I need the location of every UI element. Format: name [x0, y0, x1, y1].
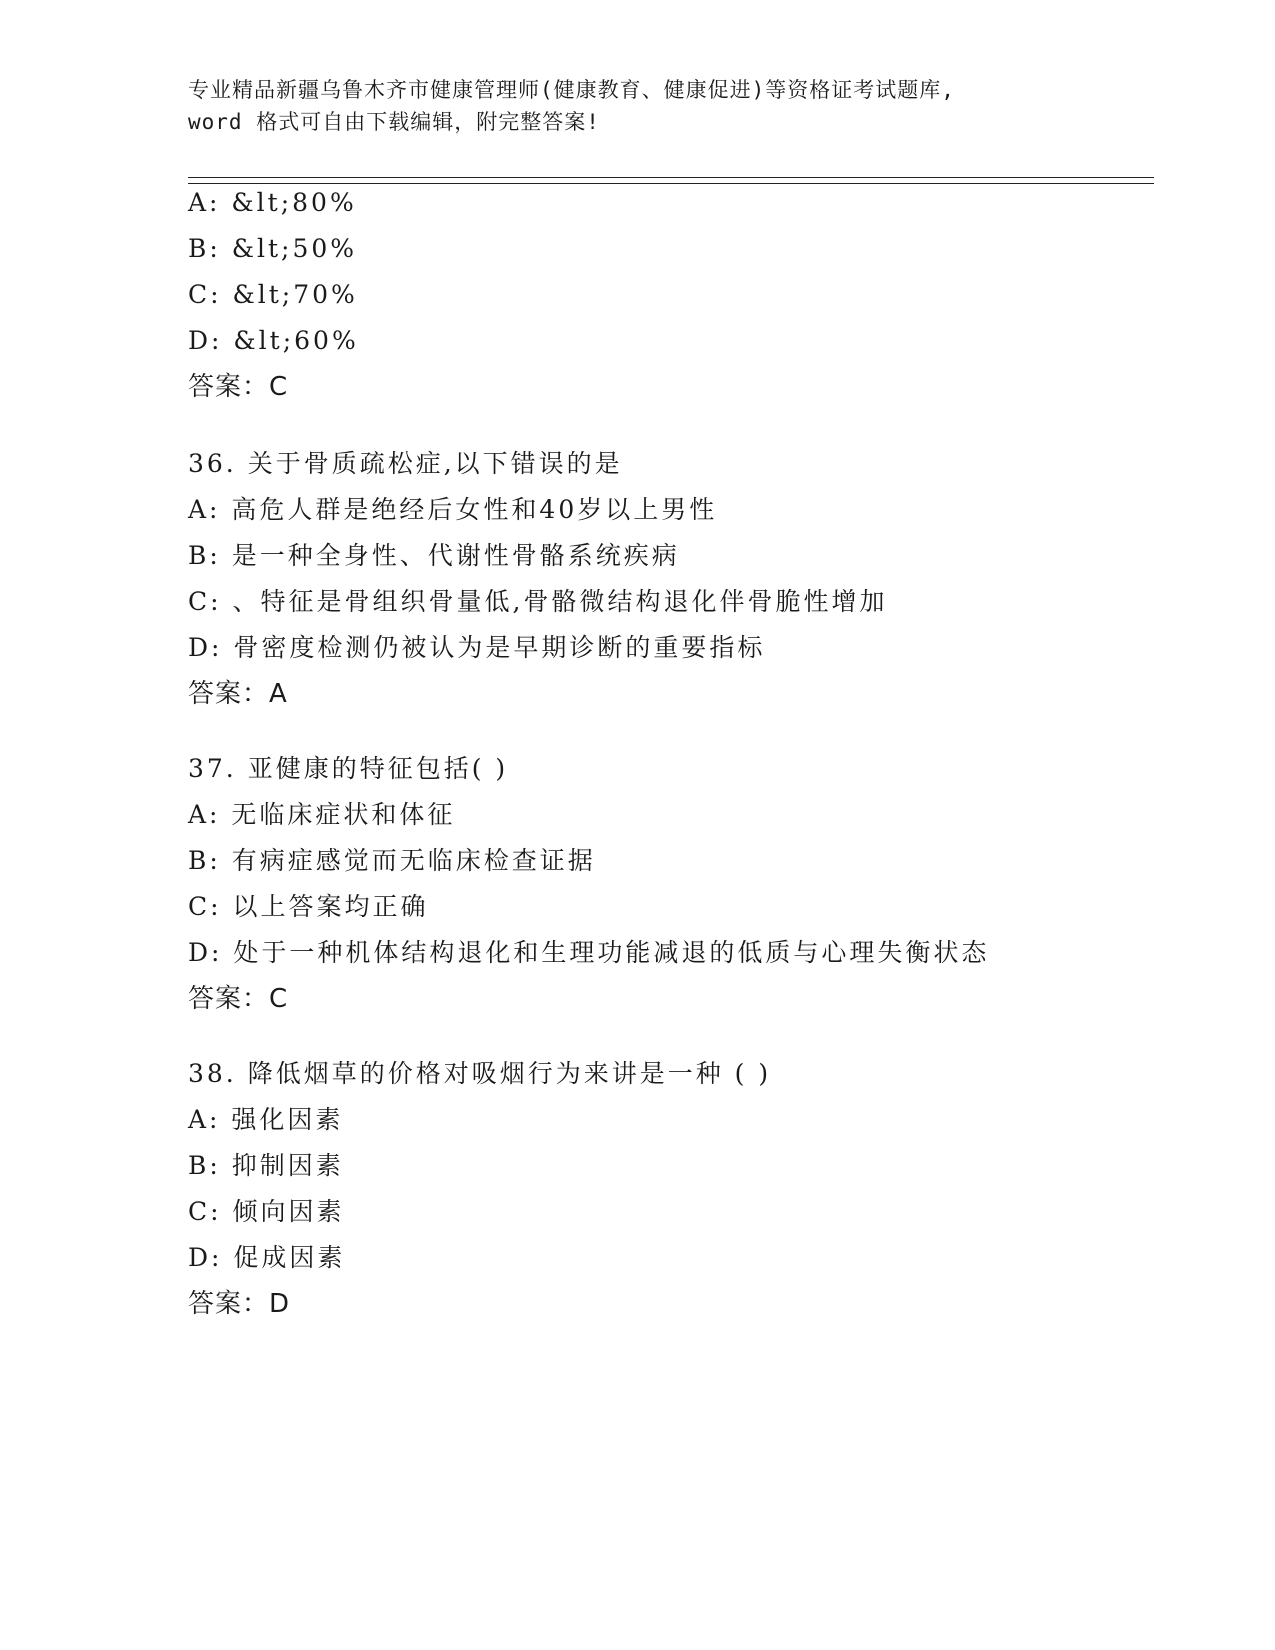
question-title: 38. 降低烟草的价格对吸烟行为来讲是一种 ( ) [188, 1059, 772, 1088]
option-b: B: 抑制因素 [188, 1151, 344, 1180]
option-c: C: &lt;70% [188, 280, 358, 309]
option-d: D: 促成因素 [188, 1243, 346, 1272]
option-b: B: &lt;50% [188, 234, 358, 263]
option-a: A: 高危人群是绝经后女性和40岁以上男性 [188, 495, 718, 524]
option-a: A: &lt;80% [188, 188, 357, 217]
question-36 [188, 441, 1188, 717]
answer: 答案：C [188, 984, 289, 1014]
question-37 [188, 746, 1188, 1022]
option-b: B: 有病症感觉而无临床检查证据 [188, 846, 596, 875]
option-a: A: 强化因素 [188, 1105, 344, 1134]
option-c: C: 以上答案均正确 [188, 892, 429, 921]
answer: 答案：A [188, 679, 288, 709]
option-b: B: 是一种全身性、代谢性骨骼系统疾病 [188, 541, 680, 570]
question-title: 36. 关于骨质疏松症,以下错误的是 [188, 449, 623, 478]
question-38 [188, 1051, 1188, 1327]
header-line-2: word 格式可自由下载编辑，附完整答案! [188, 110, 600, 134]
header-line-1: 专业精品新疆乌鲁木齐市健康管理师(健康教育、健康促进)等资格证考试题库, [188, 78, 955, 102]
answer: 答案：D [188, 1289, 291, 1319]
answer: 答案：C [188, 372, 289, 402]
option-a: A: 无临床症状和体征 [188, 800, 456, 829]
option-d: D: 骨密度检测仍被认为是早期诊断的重要指标 [188, 633, 766, 662]
partial-question [188, 180, 1188, 410]
option-c: C: 、特征是骨组织骨量低,骨骼微结构退化伴骨脆性增加 [188, 587, 888, 616]
document-header [188, 74, 1088, 138]
option-d: D: 处于一种机体结构退化和生理功能减退的低质与心理失衡状态 [188, 938, 990, 967]
header-divider-top [188, 177, 1154, 178]
question-title: 37. 亚健康的特征包括( ) [188, 754, 509, 783]
option-d: D: &lt;60% [188, 326, 359, 355]
option-c: C: 倾向因素 [188, 1197, 345, 1226]
